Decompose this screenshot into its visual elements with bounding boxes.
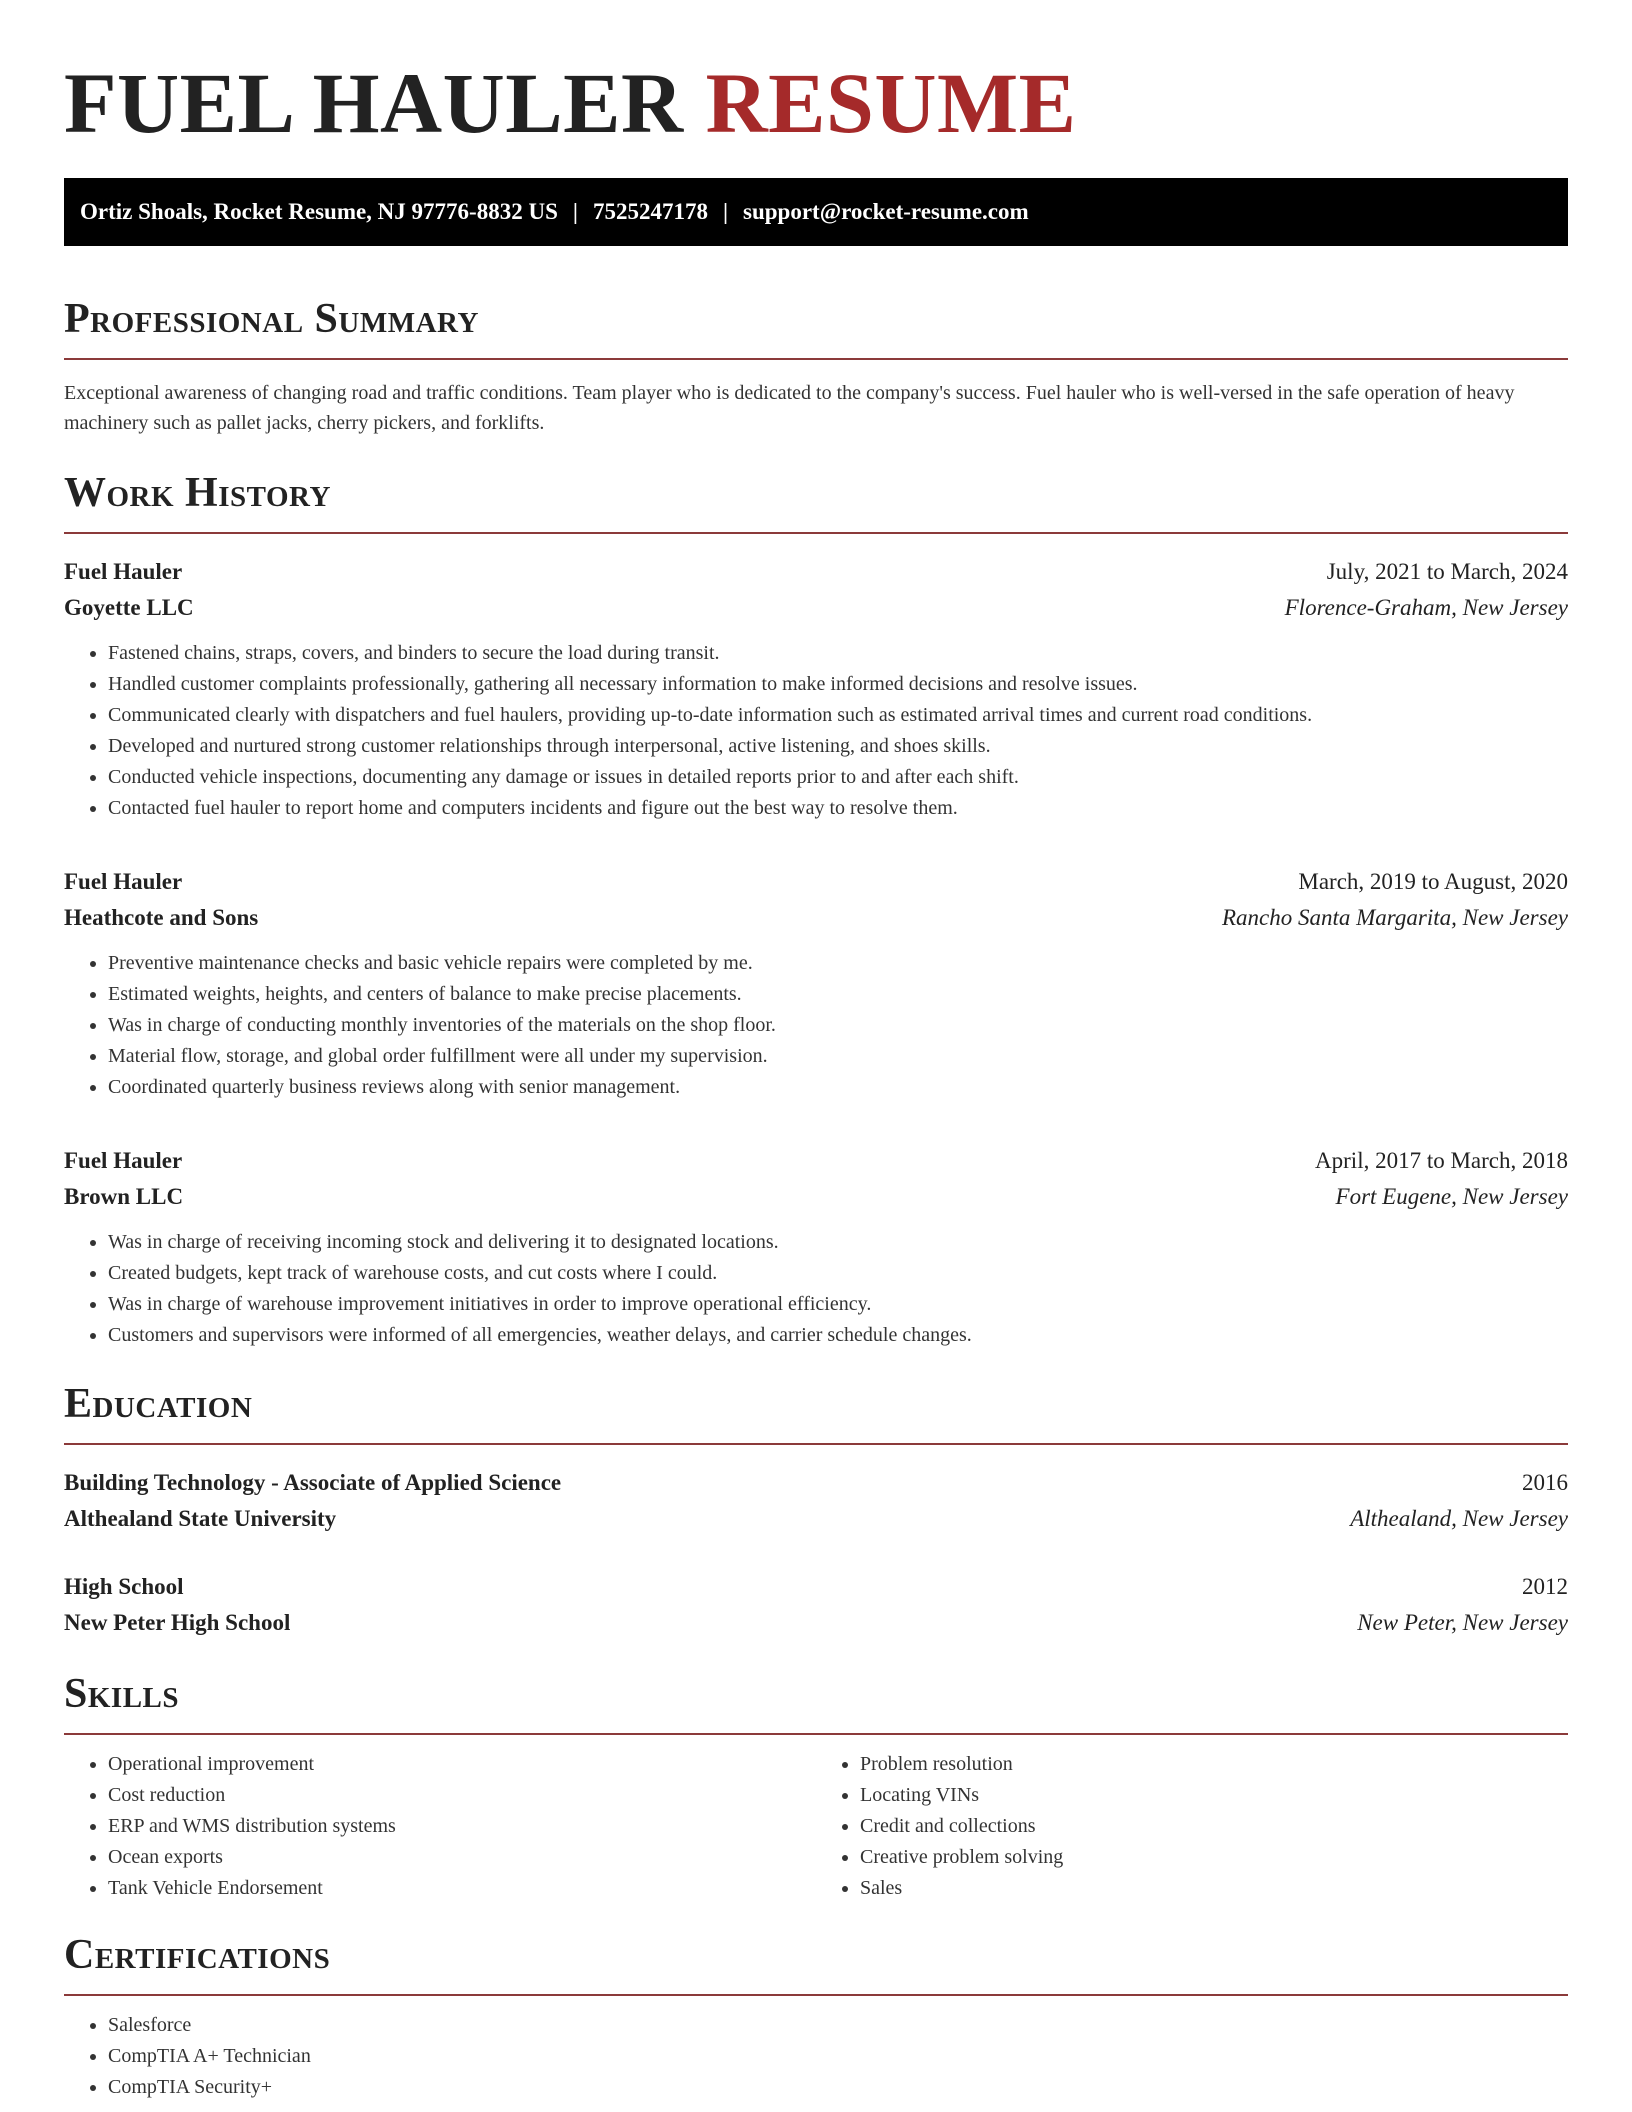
- job-location: Florence-Graham, New Jersey: [1284, 595, 1568, 620]
- job-header-row: [64, 554, 1568, 590]
- section-divider: [64, 1443, 1568, 1445]
- list-item: • Locating VINs: [860, 1780, 1568, 1811]
- work-history-heading: Work History: [64, 470, 331, 516]
- certifications-list: [64, 2010, 1568, 2103]
- job-company: Heathcote and Sons: [64, 905, 259, 930]
- certifications-section: [64, 1930, 1568, 2103]
- job-title: Fuel Hauler: [64, 869, 183, 894]
- section-divider: [64, 358, 1568, 360]
- job-location: Rancho Santa Margarita, New Jersey: [1221, 905, 1568, 930]
- job-bullets: [64, 638, 1568, 824]
- job-bullets: [64, 948, 1568, 1103]
- work-history-section: [64, 468, 1568, 1351]
- list-item: • CompTIA A+ Technician: [108, 2041, 1568, 2072]
- list-item: • Was in charge of warehouse improvement initiatives in order to improve operational efficiency.: [108, 1289, 1568, 1320]
- list-item: • Preventive maintenance checks and basic vehicle repairs were completed by me.: [108, 948, 1568, 979]
- job-bullets: [64, 1227, 1568, 1351]
- list-item: • Material flow, storage, and global order fulfillment were all under my supervision.: [108, 1041, 1568, 1072]
- list-item: • Credit and collections: [860, 1811, 1568, 1842]
- list-item: • Contacted fuel hauler to report home and computers incidents and figure out the best way to resolve them.: [108, 793, 1568, 824]
- job-dates: July, 2021 to March, 2024: [1326, 559, 1568, 584]
- job-company-row: [64, 900, 1568, 936]
- education-location: Althealand, New Jersey: [1350, 1506, 1568, 1531]
- list-item: • Salesforce: [108, 2010, 1568, 2041]
- job-dates: April, 2017 to March, 2018: [1315, 1148, 1568, 1173]
- certifications-heading: Certifications: [64, 1932, 331, 1978]
- list-item: • ERP and WMS distribution systems: [108, 1811, 816, 1842]
- list-item: • Coordinated quarterly business reviews along with senior management.: [108, 1072, 1568, 1103]
- education-degree-row: [64, 1569, 1568, 1605]
- summary-heading: Professional Summary: [64, 296, 479, 342]
- skills-grid: [64, 1749, 1568, 1904]
- list-item: • Creative problem solving: [860, 1842, 1568, 1873]
- skills-section: [64, 1669, 1568, 1904]
- job-company: Goyette LLC: [64, 595, 194, 620]
- education-school-row: [64, 1501, 1568, 1537]
- education-degree: Building Technology - Associate of Applied Science: [64, 1470, 562, 1495]
- resume-title: [64, 0, 1568, 151]
- education-location: New Peter, New Jersey: [1357, 1610, 1568, 1635]
- skills-list-right: [816, 1749, 1568, 1904]
- job-dates: March, 2019 to August, 2020: [1298, 869, 1568, 894]
- list-item: • CompTIA Security+: [108, 2072, 1568, 2103]
- list-item: • Ocean exports: [108, 1842, 816, 1873]
- skills-list-left: [64, 1749, 816, 1904]
- contact-bar: [64, 178, 1568, 246]
- job-header-row: [64, 1143, 1568, 1179]
- list-item: • Cost reduction: [108, 1780, 816, 1811]
- list-item: • Was in charge of receiving incoming stock and delivering it to designated locations.: [108, 1227, 1568, 1258]
- contact-email[interactable]: support@rocket-resume.com: [743, 199, 1029, 224]
- list-item: • Tank Vehicle Endorsement: [108, 1873, 816, 1904]
- education-heading: Education: [64, 1381, 253, 1427]
- section-divider: [64, 532, 1568, 534]
- job-company-row: [64, 590, 1568, 626]
- summary-text: Exceptional awareness of changing road and traffic conditions. Team player who is dedicated to the company's success. Fuel hauler who is well-versed in the safe operation of heavy machinery such as pallet jacks, cherry pickers, and forklifts.: [64, 382, 1515, 434]
- title-main: FUEL HAULER: [64, 55, 684, 151]
- section-divider: [64, 1994, 1568, 1996]
- education-section: [64, 1379, 1568, 1641]
- list-item: • Created budgets, kept track of warehouse costs, and cut costs where I could.: [108, 1258, 1568, 1289]
- list-item: • Fastened chains, straps, covers, and binders to secure the load during transit.: [108, 638, 1568, 669]
- list-item: • Handled customer complaints professionally, gathering all necessary information to make informed decisions and resolve issues.: [108, 669, 1568, 700]
- education-entry: [64, 1465, 1568, 1537]
- job-company-row: [64, 1179, 1568, 1215]
- list-item: • Was in charge of conducting monthly inventories of the materials on the shop floor.: [108, 1010, 1568, 1041]
- education-year: 2016: [1522, 1470, 1568, 1495]
- job-entry: [64, 554, 1568, 824]
- list-item: • Developed and nurtured strong customer relationships through interpersonal, active listening, and shoes skills.: [108, 731, 1568, 762]
- contact-address: Ortiz Shoals, Rocket Resume, NJ 97776-8832 US: [80, 199, 558, 224]
- education-degree: High School: [64, 1574, 184, 1599]
- education-school: Althealand State University: [64, 1506, 337, 1531]
- skills-heading: Skills: [64, 1671, 180, 1717]
- contact-separator: |: [572, 199, 578, 224]
- education-year: 2012: [1522, 1574, 1568, 1599]
- list-item: • Sales: [860, 1873, 1568, 1904]
- job-title: Fuel Hauler: [64, 559, 183, 584]
- list-item: • Operational improvement: [108, 1749, 816, 1780]
- list-item: • Customers and supervisors were informed of all emergencies, weather delays, and carrier schedule changes.: [108, 1320, 1568, 1351]
- job-entry: [64, 1143, 1568, 1351]
- contact-separator: |: [722, 199, 729, 224]
- education-entry: [64, 1569, 1568, 1641]
- education-school: New Peter High School: [64, 1610, 291, 1635]
- summary-section: [64, 294, 1568, 438]
- job-entry: [64, 864, 1568, 1103]
- section-divider: [64, 1733, 1568, 1735]
- contact-phone[interactable]: 7525247178: [592, 199, 708, 224]
- job-title: Fuel Hauler: [64, 1148, 183, 1173]
- list-item: • Problem resolution: [860, 1749, 1568, 1780]
- list-item: • Conducted vehicle inspections, documenting any damage or issues in detailed reports prior to and after each shift.: [108, 762, 1568, 793]
- job-location: Fort Eugene, New Jersey: [1335, 1184, 1568, 1209]
- list-item: • Communicated clearly with dispatchers and fuel haulers, providing up-to-date information such as estimated arrival times and current road conditions.: [108, 700, 1568, 731]
- job-company: Brown LLC: [64, 1184, 184, 1209]
- title-accent: RESUME: [705, 55, 1077, 151]
- education-degree-row: [64, 1465, 1568, 1501]
- job-header-row: [64, 864, 1568, 900]
- education-school-row: [64, 1605, 1568, 1641]
- list-item: • Estimated weights, heights, and centers of balance to make precise placements.: [108, 979, 1568, 1010]
